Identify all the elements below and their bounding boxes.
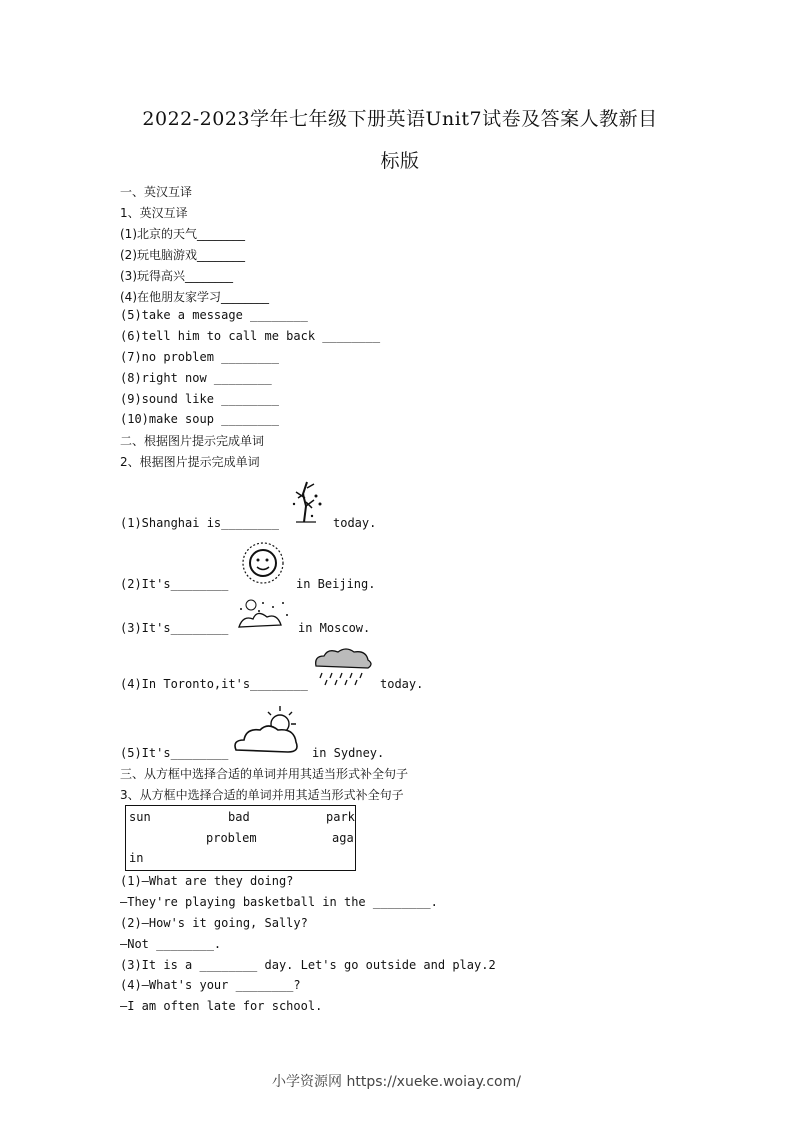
section2-subheading: 2、根据图片提示完成单词 [120, 455, 260, 469]
snowy-icon [233, 597, 293, 633]
footer-watermark: 小学资源网 https://xueke.woiay.com/ [272, 1074, 521, 1090]
section1-item-5: (5)take a message ________ [120, 308, 308, 322]
section3-item-3: (2)—How's it going, Sally? [120, 916, 308, 930]
section3-item-2: —They're playing basketball in the ________. [120, 895, 438, 909]
section2-item-5-after: in Sydney. [312, 746, 385, 760]
windy-tree-icon [286, 476, 328, 524]
section3-item-1: (1)—What are they doing? [120, 874, 294, 888]
word-park: park [326, 810, 355, 824]
section2-item-4-after: today. [380, 677, 424, 691]
word-aga: aga [332, 831, 354, 845]
word-problem: problem [206, 831, 257, 845]
section2-item-2-after: in Beijing. [296, 577, 376, 591]
section1-item-10: (10)make soup ________ [120, 412, 279, 426]
cloudy-icon [230, 702, 304, 758]
page-title-line2: 标版 [380, 150, 420, 172]
section2-item-3-after: in Moscow. [298, 621, 371, 635]
section3-heading: 三、从方框中选择合适的单词并用其适当形式补全句子 [120, 767, 409, 781]
section1-item-1: (1)北京的天气________ [120, 227, 245, 241]
rain-cloud-icon [310, 646, 376, 688]
section1-item-7: (7)no problem ________ [120, 350, 279, 364]
section1-item-9: (9)sound like ________ [120, 392, 279, 406]
word-sun: sun [129, 810, 151, 824]
word-bad: bad [228, 810, 250, 824]
section1-subheading: 1、英汉互译 [120, 206, 188, 220]
section1-item-3: (3)玩得高兴________ [120, 269, 233, 283]
section1-heading: 一、英汉互译 [120, 185, 193, 199]
section2-item-1-text: (1)Shanghai is________ [120, 516, 279, 530]
section3-item-6: (4)—What's your ________? [120, 978, 301, 992]
section2-item-5-text: (5)It's________ [120, 746, 229, 760]
section2-heading: 二、根据图片提示完成单词 [120, 434, 265, 448]
section2-item-4-text: (4)In Toronto,it's________ [120, 677, 308, 691]
section1-item-2: (2)玩电脑游戏________ [120, 248, 245, 262]
word-in: in [129, 851, 144, 865]
section1-item-8: (8)right now ________ [120, 371, 272, 385]
section1-item-6: (6)tell him to call me back ________ [120, 329, 381, 343]
section3-subheading: 3、从方框中选择合适的单词并用其适当形式补全句子 [120, 788, 404, 802]
word-box [125, 805, 356, 871]
section3-item-5: (3)It is a ________ day. Let's go outside and play.2 [120, 958, 496, 972]
section2-item-1-after: today. [333, 516, 377, 530]
section2-item-2-text: (2)It's________ [120, 577, 229, 591]
sun-icon [236, 538, 290, 588]
section3-item-4: —Not ________. [120, 937, 222, 951]
section2-item-3-text: (3)It's________ [120, 621, 229, 635]
page-title-line1: 2022-2023学年七年级下册英语Unit7试卷及答案人教新目 [142, 108, 658, 130]
section1-item-4: (4)在他朋友家学习________ [120, 290, 269, 304]
section3-item-7: —I am often late for school. [120, 999, 323, 1013]
